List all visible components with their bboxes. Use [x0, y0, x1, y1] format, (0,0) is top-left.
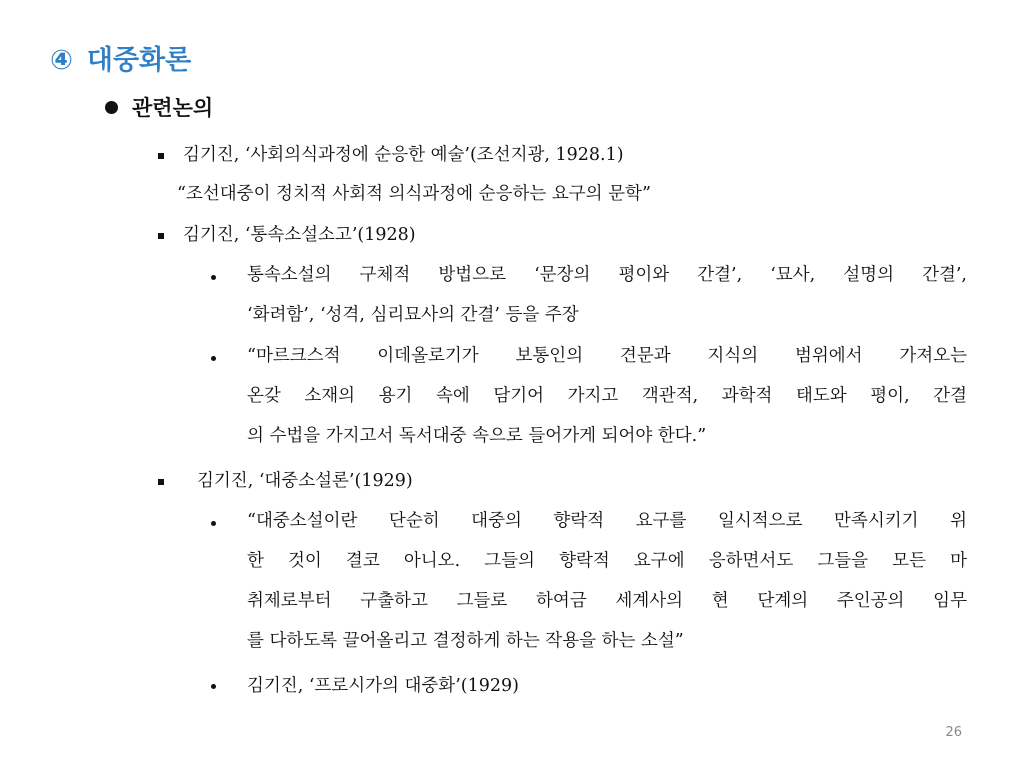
title-number: ④	[50, 45, 73, 76]
round-bullet-icon	[211, 356, 216, 361]
title-text: 대중화론	[86, 45, 192, 76]
section-heading-text: 관련논의	[132, 96, 214, 120]
text-line: “대중소설이란 단순히 대중의 향락적 요구를 일시적으로 만족시키기 위	[247, 511, 967, 531]
square-bullet-icon	[158, 233, 164, 239]
text-line: 통속소설의 구체적 방법으로 ‘문장의 평이와 간결’, ‘묘사, 설명의 간결’,	[247, 265, 967, 285]
text-line: 를 다하도록 끌어올리고 결정하게 하는 작용을 하는 소설”	[247, 631, 684, 651]
list-item-3-sub-2: 김기진, ‘프로시가의 대중화’(1929)	[247, 676, 519, 696]
round-bullet-icon	[211, 275, 216, 280]
list-item-1-quote: “조선대중이 정치적 사회적 의식과정에 순응하는 요구의 문학”	[177, 184, 651, 204]
text-line: ‘화려함’, ‘성격, 심리묘사의 간결’ 등을 주장	[247, 305, 579, 325]
page-number: 26	[945, 725, 962, 740]
list-item-2: 김기진, ‘통속소설소고’(1928)	[183, 225, 416, 245]
filled-circle-bullet-icon	[105, 101, 118, 114]
list-item-3: 김기진, ‘대중소설론’(1929)	[197, 471, 413, 491]
round-bullet-icon	[211, 521, 216, 526]
text-line: “마르크스적 이데올로기가 보통인의 견문과 지식의 범위에서 가져오는	[247, 346, 967, 366]
text-line: 의 수법을 가지고서 독서대중 속으로 들어가게 되어야 한다.”	[247, 426, 707, 446]
section-heading	[105, 94, 213, 122]
list-item-2-sub-1	[247, 255, 967, 335]
text-line: 온갖 소재의 용기 속에 담기어 가지고 객관적, 과학적 태도와 평이, 간결	[247, 386, 967, 406]
text-line: 취제로부터 구출하고 그들로 하여금 세계사의 현 단계의 주인공의 임무	[247, 591, 967, 611]
list-item-2-sub-2	[247, 336, 967, 456]
list-item-1: 김기진, ‘사회의식과정에 순응한 예술’(조선지광, 1928.1)	[183, 145, 624, 165]
square-bullet-icon	[158, 479, 164, 485]
list-item-3-sub-1	[247, 501, 967, 661]
square-bullet-icon	[158, 153, 164, 159]
slide-title	[50, 44, 191, 78]
round-bullet-icon	[211, 684, 216, 689]
text-line: 한 것이 결코 아니오. 그들의 향락적 요구에 응하면서도 그들을 모든 마	[247, 551, 967, 571]
